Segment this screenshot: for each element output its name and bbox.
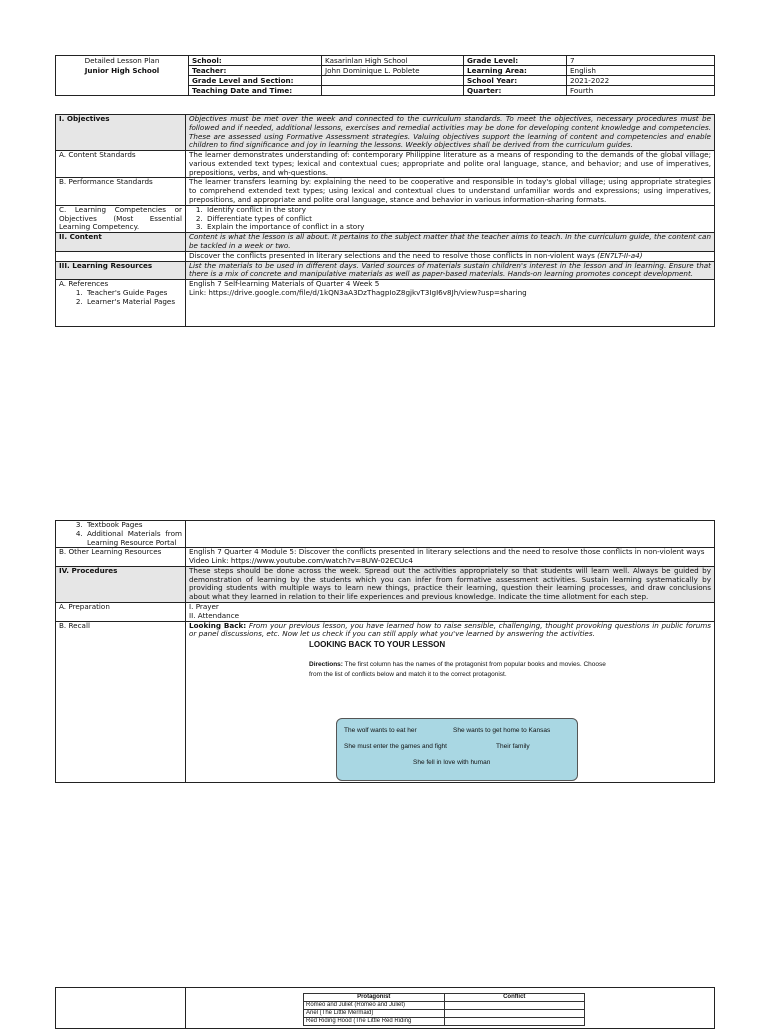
activity-directions: [309, 660, 609, 680]
performance-standards-label: B. Performance Standards: [56, 178, 186, 205]
match-header-protagonist: Protagonist: [304, 994, 445, 1002]
references-cont-row: [56, 521, 715, 548]
match-conflict-blank: [444, 1002, 585, 1010]
references-link: Link: https://drive.google.com/file/d/1kQN3aA3DzThagpIoZ8gjkvT3IgI6v8Jh/view?usp=sharing: [189, 287, 527, 297]
preparation-row: [56, 603, 715, 622]
recall-body: From your previous lesson, you have learned how to raise sensible, challenging, thought provoking questions in public forums or panel discussions, etc. Now let us check if you can still apply what you've learned by answering the activities.: [189, 621, 711, 639]
performance-standards-row: [56, 178, 715, 205]
preparation-line1: I. Prayer: [189, 602, 219, 612]
competency-item: 2. Differentiate types of conflict: [205, 215, 711, 224]
school-label: School:: [189, 56, 322, 66]
directions-lead: Directions:: [309, 661, 343, 669]
content-label: II. Content: [56, 233, 186, 252]
match-protagonist: Ariel (The Little Mermaid): [304, 1010, 445, 1018]
references-label: A. References: [59, 279, 109, 289]
content-standards-text: The learner demonstrates understanding of: contemporary Philippine literature as a means of responding to the demands of the global village; various extended text types; lexical and contextual cues; appropriate and polite oral language, stance, and behavior; and use of imperatives, prepositions, verbs, and wh-questions.: [186, 151, 715, 178]
recall-label: B. Recall: [56, 621, 186, 783]
reference-item: 1. Teacher's Guide Pages: [85, 289, 182, 298]
recall-row: [56, 621, 715, 783]
date-value: [322, 86, 464, 96]
year-value: 2021-2022: [567, 76, 715, 86]
procedures-text: These steps should be done across the week. Spread out the activities appropriately so that students will learn well. Always be guided by demonstration of learning by the students which you can infer from formative assessment activities. Sustain learning systematically by providing students with multiple ways to learn new things, practice their learning, question their learning processes, and draw conclusions about what they learned in relation to their life experiences and previous knowledge. Indicate the time allotment for each step.: [186, 566, 715, 602]
activity-image: [189, 621, 711, 782]
plan-title-line2: Junior High School: [84, 66, 160, 75]
empty-cell: [56, 251, 186, 261]
quarter-label: Quarter:: [464, 86, 567, 96]
other-resources-row: [56, 548, 715, 567]
references-cell: [56, 280, 186, 327]
content-code: (EN7LT-II-a4): [597, 251, 643, 260]
objectives-row: [56, 115, 715, 151]
resources-row: [56, 261, 715, 280]
other-resources-detail: [186, 548, 715, 567]
references-cont-cell: [56, 521, 186, 548]
recall-lead: Looking Back:: [189, 621, 247, 630]
conflict-choice: Their family: [496, 743, 530, 751]
competencies-cell: [186, 205, 715, 232]
content-detail-row: [56, 251, 715, 261]
empty-cell: [56, 988, 186, 1029]
quarter-value: Fourth: [567, 86, 715, 96]
date-label: Teaching Date and Time:: [189, 86, 322, 96]
other-resources-line1: English 7 Quarter 4 Module 5: Discover the conflicts presented in literary selections and the need to resolve those conflicts in non-violent ways: [189, 547, 705, 557]
conflict-choice: She wants to get home to Kansas: [453, 727, 551, 735]
match-header-conflict: Conflict: [444, 994, 585, 1002]
references-cont-list: [59, 521, 182, 547]
recall-cell: [186, 621, 715, 783]
performance-standards-text: The learner transfers learning by: explaining the need to be cooperative and responsible in today's global village; using appropriate strategies to comprehend extended text types; using lexical and contextual clues to understand unfamiliar words and expressions; using imperatives, prepositions, and appropriate and polite oral language, stance and behavior in various information-sharing formats.: [186, 178, 715, 205]
school-value: Kasarinlan High School: [322, 56, 464, 66]
resources-label: III. Learning Resources: [56, 261, 186, 280]
conflict-choice: The wolf wants to eat her: [344, 727, 417, 735]
lesson-table-part1: [55, 114, 715, 327]
match-conflict-blank: [444, 1018, 585, 1026]
area-value: English: [567, 66, 715, 76]
teacher-value: John Dominique L. Poblete: [322, 66, 464, 76]
match-row: [56, 988, 715, 1029]
other-resources-link: Video Link: https://www.youtube.com/watch?v=8UW-02ECUc4: [189, 556, 413, 566]
other-resources-label: B. Other Learning Resources: [56, 548, 186, 567]
content-detail-cell: [186, 251, 715, 261]
lesson-table-part3: [55, 987, 715, 1029]
conflict-choices-box: [336, 718, 578, 781]
match-protagonist: Romeo and Juliet (Romeo and Juliet): [304, 1002, 445, 1010]
objectives-label: I. Objectives: [56, 115, 186, 151]
lesson-table-part2: [55, 520, 715, 783]
preparation-detail: [186, 603, 715, 622]
competencies-row: [56, 205, 715, 232]
preparation-label: A. Preparation: [56, 603, 186, 622]
competency-item: 3. Explain the importance of conflict in a story: [205, 223, 711, 232]
header-table: [55, 55, 715, 96]
references-list: [59, 289, 182, 307]
match-conflict-blank: [444, 1010, 585, 1018]
year-label: School Year:: [464, 76, 567, 86]
procedures-label: IV. Procedures: [56, 566, 186, 602]
directions-text: The first column has the names of the protagonist from popular books and movies. Choose from the list of conflicts below and match it to the correct protagonist.: [309, 661, 606, 678]
content-standards-row: [56, 151, 715, 178]
content-text: Content is what the lesson is all about. It pertains to the subject matter that the teacher aims to teach. In the curriculum guide, the content can be tackled in a week or two.: [186, 233, 715, 252]
reference-item: 4. Additional Materials from Learning Resource Portal: [85, 530, 182, 548]
references-line1: English 7 Self-learning Materials of Quarter 4 Week 5: [189, 279, 380, 289]
section-label: Grade Level and Section:: [189, 76, 322, 86]
plan-title-line1: Detailed Lesson Plan: [84, 56, 160, 65]
competency-item: 1. Identify conflict in the story: [205, 206, 711, 215]
reference-item: 3. Textbook Pages: [85, 521, 182, 530]
objectives-text: Objectives must be met over the week and connected to the curriculum standards. To meet the objectives, necessary procedures must be followed and if needed, additional lessons, exercises and remedial activities may be done for developing content knowledge and competencies. These are assessed using Formative Assessment strategies. Valuing objectives support the learning of content and competencies and enable children to find significance and joy in learning the lessons. Weekly objectives shall be derived from the curriculum guides.: [186, 115, 715, 151]
activity-title: LOOKING BACK TO YOUR LESSON: [309, 640, 446, 650]
area-label: Learning Area:: [464, 66, 567, 76]
references-detail: [186, 280, 715, 327]
content-standards-label: A. Content Standards: [56, 151, 186, 178]
teacher-label: Teacher:: [189, 66, 322, 76]
competencies-list: [189, 206, 711, 232]
preparation-line2: II. Attendance: [189, 610, 240, 620]
match-table: [303, 993, 585, 1026]
content-row: [56, 233, 715, 252]
procedures-row: [56, 566, 715, 602]
reference-item: 2. Learner's Material Pages: [85, 298, 182, 307]
competencies-label: C. Learning Competencies or Objectives (Most Essential Learning Competency.: [56, 205, 186, 232]
plan-title-cell: [56, 56, 189, 96]
grade-value: 7: [567, 56, 715, 66]
conflict-choice: She must enter the games and fight: [344, 743, 447, 751]
resources-text: List the materials to be used in different days. Varied sources of materials sustain children's interest in the lesson and in learning. Ensure that there is a mix of concrete and manipulative materials as well as paper-based materials. Hands-on learning promotes concept development.: [186, 261, 715, 280]
match-cell: [186, 988, 715, 1029]
grade-label: Grade Level:: [464, 56, 567, 66]
references-row: [56, 280, 715, 327]
section-value: [322, 76, 464, 86]
content-detail-text: Discover the conflicts presented in literary selections and the need to resolve those conflicts in non-violent ways: [189, 251, 598, 260]
match-protagonist: Red Riding Hood (The Little Red Riding: [304, 1018, 445, 1026]
empty-cell: [186, 521, 715, 548]
conflict-choice: She fell in love with human: [413, 759, 491, 767]
